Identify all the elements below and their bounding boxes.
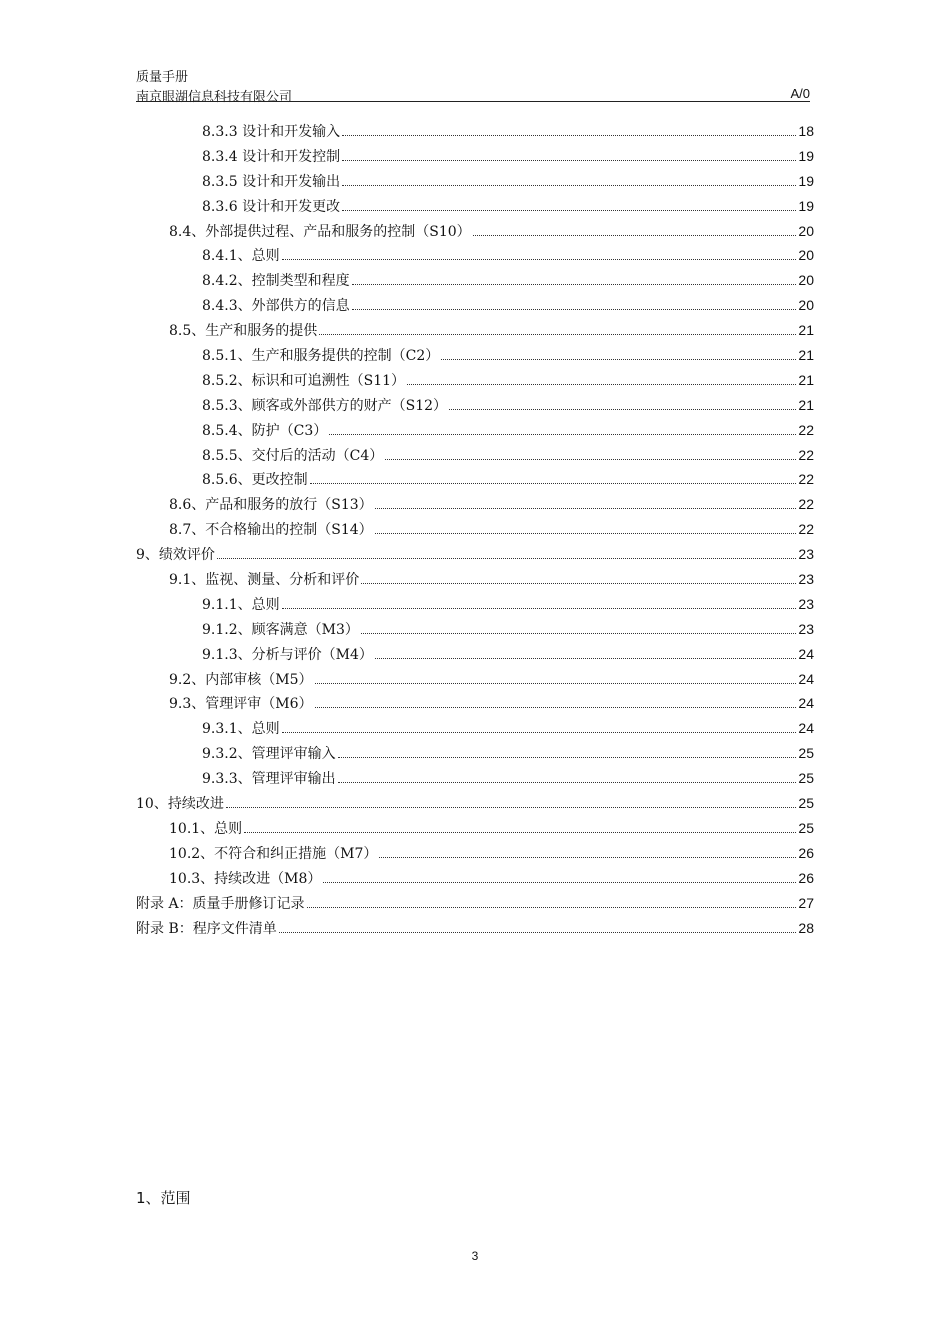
toc-entry-label: 10.1、总则 xyxy=(169,820,243,837)
toc-entry-label: 9.3.2、管理评审输入 xyxy=(202,746,336,763)
toc-entry-label: 8.3.5 设计和开发输出 xyxy=(202,173,341,190)
toc-entry[interactable] xyxy=(136,370,814,395)
toc-entry-page: 19 xyxy=(798,172,814,189)
toc-entry[interactable] xyxy=(136,245,814,270)
page-number: 3 xyxy=(471,1249,479,1263)
toc-dot-leader xyxy=(338,757,797,758)
toc-dot-leader xyxy=(315,707,797,708)
toc-dot-leader xyxy=(342,160,796,161)
toc-entry-page: 20 xyxy=(798,247,814,264)
toc-dot-leader xyxy=(379,857,796,858)
toc-entry-label: 8.3.4 设计和开发控制 xyxy=(202,148,341,165)
toc-dot-leader xyxy=(323,882,796,883)
toc-entry-label: 附录 A：质量手册修订记录 xyxy=(136,895,305,912)
toc-entry-page: 24 xyxy=(798,670,814,687)
toc-entry-page: 19 xyxy=(798,147,814,164)
toc-entry-page: 25 xyxy=(798,819,814,836)
toc-entry-label: 9.1、监视、测量、分析和评价 xyxy=(169,572,360,589)
toc-entry-page: 20 xyxy=(798,222,814,239)
toc-entry-page: 20 xyxy=(798,272,814,289)
toc-dot-leader xyxy=(282,259,797,260)
toc-dot-leader xyxy=(385,459,796,460)
toc-entry[interactable] xyxy=(136,768,814,793)
toc-entry-page: 21 xyxy=(798,322,814,339)
toc-dot-leader xyxy=(342,185,796,186)
toc-entry-label: 8.5.2、标识和可追溯性（S11） xyxy=(202,372,406,389)
toc-dot-leader xyxy=(473,235,797,236)
toc-entry-page: 26 xyxy=(798,869,814,886)
toc-dot-leader xyxy=(279,932,797,933)
toc-entry-page: 19 xyxy=(798,197,814,214)
toc-entry-label: 8.5.4、防护（C3） xyxy=(202,422,328,439)
toc-entry-label: 10.3、持续改进（M8） xyxy=(169,870,322,887)
toc-entry[interactable] xyxy=(136,818,814,843)
toc-entry[interactable] xyxy=(136,669,814,694)
toc-entry[interactable] xyxy=(136,843,814,868)
toc-entry[interactable] xyxy=(136,793,814,818)
toc-dot-leader xyxy=(329,434,796,435)
toc-entry-page: 25 xyxy=(798,745,814,762)
toc-entry-label: 9.1.2、顾客满意（M3） xyxy=(202,621,359,638)
toc-dot-leader xyxy=(361,633,797,634)
toc-entry[interactable] xyxy=(136,519,814,544)
toc-entry-page: 27 xyxy=(798,894,814,911)
toc-entry[interactable] xyxy=(136,395,814,420)
toc-entry[interactable] xyxy=(136,420,814,445)
toc-entry[interactable] xyxy=(136,868,814,893)
toc-entry[interactable] xyxy=(136,569,814,594)
toc-entry-label: 10、持续改进 xyxy=(136,796,224,813)
header-version: A/0 xyxy=(790,86,810,101)
toc-entry-page: 21 xyxy=(798,371,814,388)
toc-dot-leader xyxy=(307,907,797,908)
toc-entry[interactable] xyxy=(136,320,814,345)
toc-entry[interactable] xyxy=(136,544,814,569)
toc-entry[interactable] xyxy=(136,619,814,644)
toc-dot-leader xyxy=(375,533,797,534)
toc-entry-page: 23 xyxy=(798,595,814,612)
toc-dot-leader xyxy=(352,284,797,285)
toc-dot-leader xyxy=(441,359,796,360)
toc-entry-label: 8.5.1、生产和服务提供的控制（C2） xyxy=(202,348,440,365)
toc-entry-page: 18 xyxy=(798,123,814,139)
toc-entry-page: 23 xyxy=(798,620,814,637)
toc-entry[interactable] xyxy=(136,196,814,221)
toc-entry[interactable] xyxy=(136,445,814,470)
toc-entry-label: 10.2、不符合和纠正措施（M7） xyxy=(169,845,378,862)
toc-entry-label: 9.3.3、管理评审输出 xyxy=(202,771,336,788)
toc-dot-leader xyxy=(375,658,797,659)
toc-dot-leader xyxy=(310,483,797,484)
toc-dot-leader xyxy=(282,608,797,609)
toc-dot-leader xyxy=(282,732,797,733)
toc-entry-label: 8.4.3、外部供方的信息 xyxy=(202,298,350,315)
toc-entry-page: 28 xyxy=(798,919,814,936)
toc-entry-label: 9.3、管理评审（M6） xyxy=(169,696,313,713)
toc-entry-page: 26 xyxy=(798,844,814,861)
toc-entry[interactable] xyxy=(136,295,814,320)
toc-entry[interactable] xyxy=(136,171,814,196)
toc-entry[interactable] xyxy=(136,743,814,768)
header-divider xyxy=(136,101,810,102)
toc-entry-page: 24 xyxy=(798,645,814,662)
toc-entry-label: 8.6、产品和服务的放行（S13） xyxy=(169,497,373,514)
toc-entry[interactable] xyxy=(136,644,814,669)
toc-entry-page: 25 xyxy=(798,795,814,812)
toc-dot-leader xyxy=(342,135,796,136)
toc-entry-page: 22 xyxy=(798,521,814,538)
toc-entry[interactable] xyxy=(136,594,814,619)
toc-entry[interactable] xyxy=(136,221,814,246)
toc-entry[interactable] xyxy=(136,494,814,519)
toc-dot-leader xyxy=(315,683,797,684)
toc-entry-page: 22 xyxy=(798,421,814,438)
toc-dot-leader xyxy=(375,508,797,509)
toc-entry-page: 25 xyxy=(798,770,814,787)
toc-entry-label: 附录 B：程序文件清单 xyxy=(136,920,277,937)
toc-entry[interactable] xyxy=(136,693,814,718)
toc-entry[interactable] xyxy=(136,893,814,918)
toc-entry-page: 24 xyxy=(798,720,814,737)
toc-dot-leader xyxy=(449,409,796,410)
toc-entry-page: 21 xyxy=(798,396,814,413)
table-of-contents xyxy=(136,121,814,942)
toc-entry-label: 8.5.6、更改控制 xyxy=(202,472,308,489)
toc-entry-label: 9、绩效评价 xyxy=(136,547,215,564)
toc-entry[interactable] xyxy=(136,121,814,146)
toc-entry-page: 22 xyxy=(798,446,814,463)
toc-entry-label: 9.2、内部审核（M5） xyxy=(169,671,313,688)
toc-entry-page: 23 xyxy=(798,546,814,563)
header-company: 南京眼湖信息科技有限公司 xyxy=(136,90,293,105)
header-title: 质量手册 xyxy=(136,70,189,85)
toc-entry-page: 22 xyxy=(798,471,814,488)
toc-entry[interactable] xyxy=(136,469,814,494)
toc-entry-page: 22 xyxy=(798,496,814,513)
toc-entry-page: 24 xyxy=(798,695,814,712)
toc-entry-label: 9.1.3、分析与评价（M4） xyxy=(202,646,373,663)
toc-dot-leader xyxy=(361,583,796,584)
toc-entry-label: 9.1.1、总则 xyxy=(202,596,280,613)
toc-entry[interactable] xyxy=(136,718,814,743)
toc-dot-leader xyxy=(244,832,796,833)
toc-entry-label: 8.3.6 设计和开发更改 xyxy=(202,198,341,215)
toc-entry-label: 8.3.3 设计和开发输入 xyxy=(202,124,341,140)
toc-entry-page: 23 xyxy=(798,571,814,588)
toc-dot-leader xyxy=(226,807,797,808)
toc-dot-leader xyxy=(338,782,797,783)
toc-dot-leader xyxy=(217,558,797,559)
toc-dot-leader xyxy=(319,334,796,335)
toc-entry-label: 8.4、外部提供过程、产品和服务的控制（S10） xyxy=(169,223,471,240)
toc-entry[interactable] xyxy=(136,918,814,943)
toc-entry[interactable] xyxy=(136,270,814,295)
section-heading: 1、范围 xyxy=(136,1189,191,1207)
toc-entry-label: 8.4.1、总则 xyxy=(202,248,280,265)
toc-entry-page: 20 xyxy=(798,297,814,314)
toc-entry-label: 9.3.1、总则 xyxy=(202,721,280,738)
toc-entry-label: 8.5.5、交付后的活动（C4） xyxy=(202,447,384,464)
toc-entry[interactable] xyxy=(136,146,814,171)
toc-entry-label: 8.7、不合格输出的控制（S14） xyxy=(169,522,373,539)
toc-entry-page: 21 xyxy=(798,347,814,364)
toc-entry-label: 8.5.3、顾客或外部供方的财产（S12） xyxy=(202,397,448,414)
toc-entry-label: 8.5、生产和服务的提供 xyxy=(169,323,318,340)
toc-dot-leader xyxy=(407,384,796,385)
toc-entry[interactable] xyxy=(136,345,814,370)
toc-dot-leader xyxy=(342,210,796,211)
toc-entry-label: 8.4.2、控制类型和程度 xyxy=(202,273,350,290)
toc-dot-leader xyxy=(352,309,797,310)
